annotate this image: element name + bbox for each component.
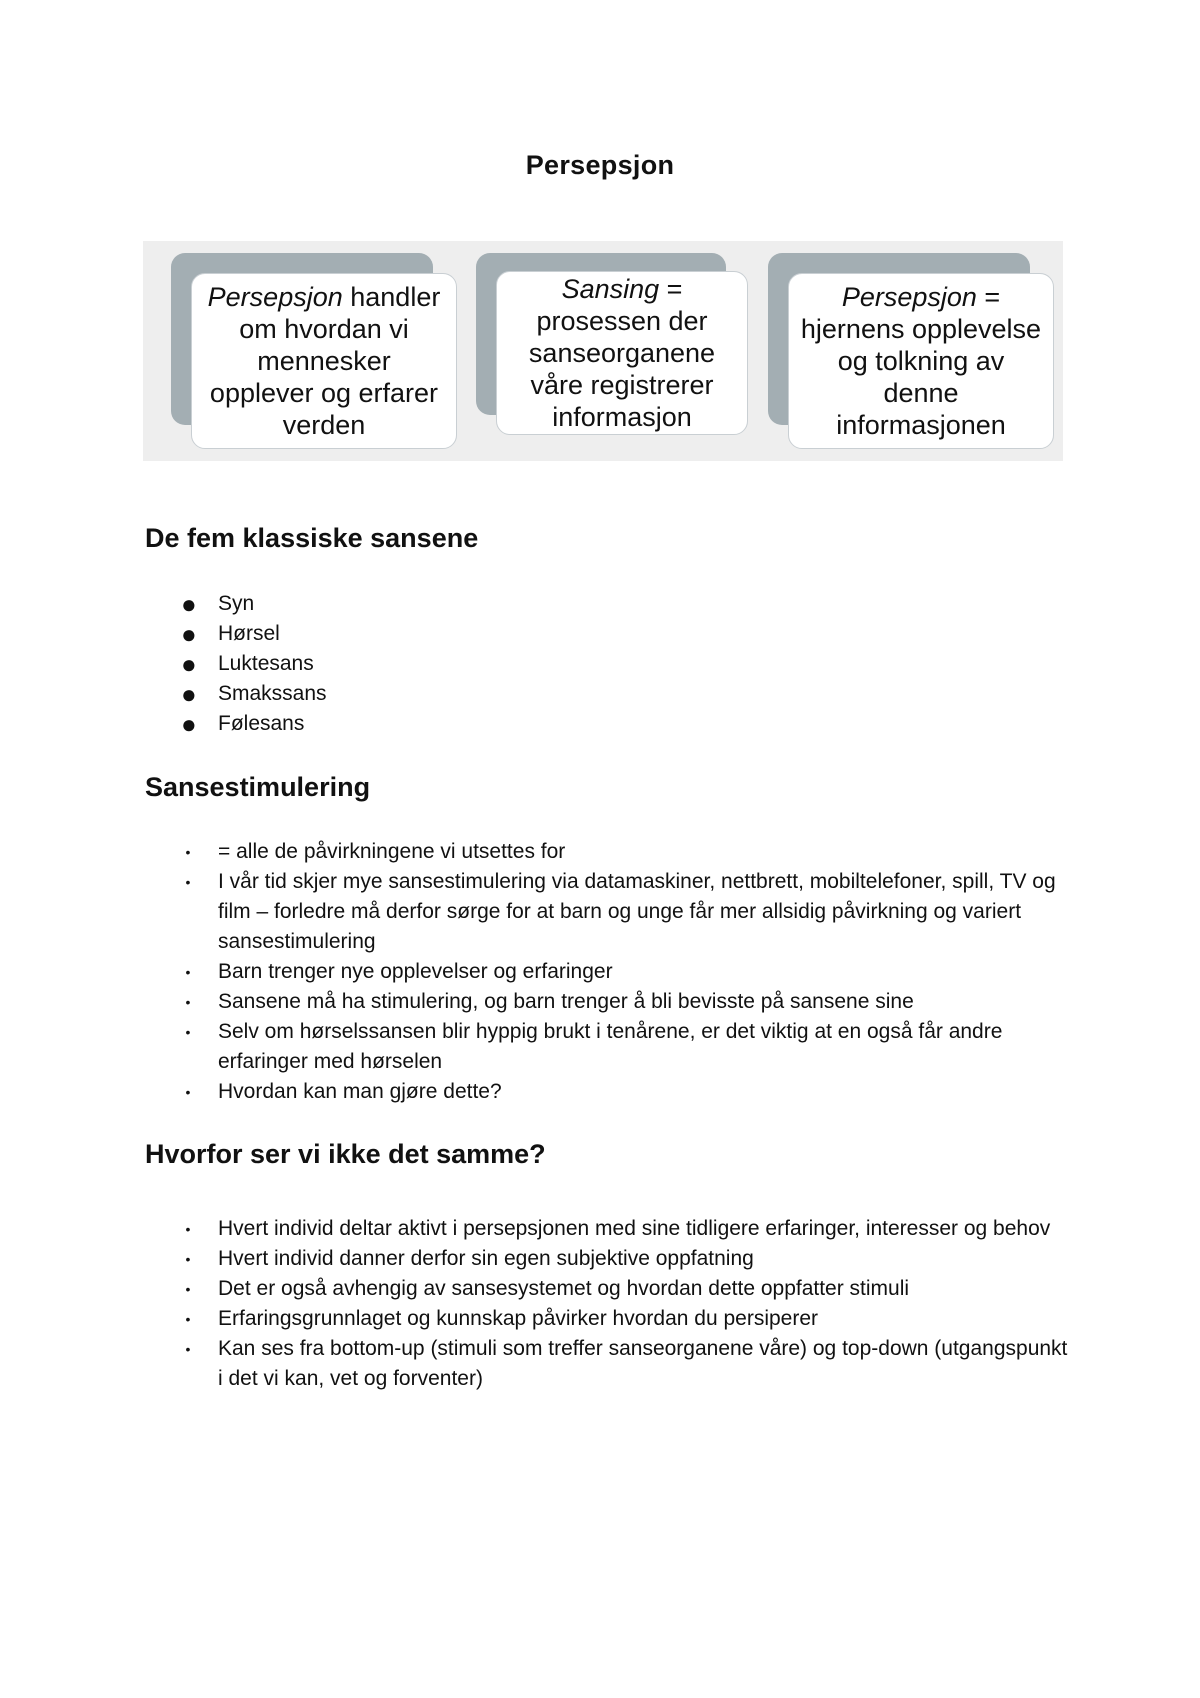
list-item: • Sansene må ha stimulering, og barn trenger å bli bevisste på sansene sine	[145, 987, 1075, 1017]
list-item: • Det er også avhengig av sansesystemet og hvordan dette oppfatter stimuli	[145, 1274, 1075, 1304]
bullet-icon: ●	[181, 649, 197, 679]
bullet-icon: •	[185, 874, 191, 890]
concept-card-2	[476, 253, 751, 443]
bullet-icon: ●	[181, 679, 197, 709]
list-item: • Selv om hørselssansen blir hyppig brukt i tenårene, er det viktig at en også får andre erfaringer med hørselen	[145, 1017, 1075, 1077]
card-body	[788, 273, 1054, 449]
card-text: Persepsjon handler om hvordan vi mennesker opplever og erfarer verden	[207, 282, 441, 440]
senses-list	[145, 589, 1075, 739]
list-item: • Hvordan kan man gjøre dette?	[145, 1077, 1075, 1107]
list-item: • I vår tid skjer mye sansestimulering via datamaskiner, nettbrett, mobiltelefoner, spill, TV og film – forledre må derfor sørge for at barn og unge får mer allsidig påvirkning og variert sansestimulering	[145, 867, 1075, 957]
bullet-icon: •	[185, 1024, 191, 1040]
list-item: ● Luktesans	[181, 649, 314, 679]
bullet-icon: ●	[181, 589, 197, 619]
bullet-icon: •	[185, 1084, 191, 1100]
card-body	[496, 271, 748, 435]
bullet-icon: •	[185, 844, 191, 860]
list-item: ● Smakssans	[181, 679, 327, 709]
section-heading-why: Hvorfor ser vi ikke det samme?	[145, 1139, 546, 1169]
concept-diagram	[143, 241, 1063, 461]
why-list	[145, 1214, 1075, 1394]
section-heading-stimulation: Sansestimulering	[145, 772, 371, 802]
list-item: • Kan ses fra bottom-up (stimuli som treffer sanseorganene våre) og top-down (utgangspunkt i det vi kan, vet og forventer)	[145, 1334, 1075, 1394]
list-item: • Hvert individ danner derfor sin egen subjektive oppfatning	[145, 1244, 1075, 1274]
concept-card-1	[171, 253, 461, 453]
bullet-icon: •	[185, 1281, 191, 1297]
bullet-icon: •	[185, 1311, 191, 1327]
list-item: • Hvert individ deltar aktivt i persepsjonen med sine tidligere erfaringer, interesser og behov	[145, 1214, 1075, 1244]
section-heading-senses: De fem klassiske sansene	[145, 523, 479, 553]
bullet-icon: ●	[181, 619, 197, 649]
list-item: ● Følesans	[181, 709, 305, 739]
bullet-icon: •	[185, 964, 191, 980]
bullet-icon: ●	[181, 709, 197, 739]
list-item: • Erfaringsgrunnlaget og kunnskap påvirker hvordan du persiperer	[145, 1304, 1075, 1334]
bullet-icon: •	[185, 1221, 191, 1237]
list-item: ● Hørsel	[181, 619, 280, 649]
list-item: • = alle de påvirkningene vi utsettes for	[145, 837, 1075, 867]
concept-card-3	[768, 253, 1058, 453]
bullet-icon: •	[185, 994, 191, 1010]
card-text: Sansing = prosessen der sanseorganene våre registrerer informasjon	[528, 274, 716, 432]
stimulation-list	[145, 837, 1075, 1107]
page-title: Persepsjon	[525, 150, 675, 180]
card-body	[191, 273, 457, 449]
list-item: • Barn trenger nye opplevelser og erfaringer	[145, 957, 1075, 987]
card-text: Persepsjon = hjernens opplevelse og tolkning av denne informasjonen	[800, 282, 1042, 440]
list-item: ● Syn	[181, 589, 255, 619]
bullet-icon: •	[185, 1341, 191, 1357]
bullet-icon: •	[185, 1251, 191, 1267]
